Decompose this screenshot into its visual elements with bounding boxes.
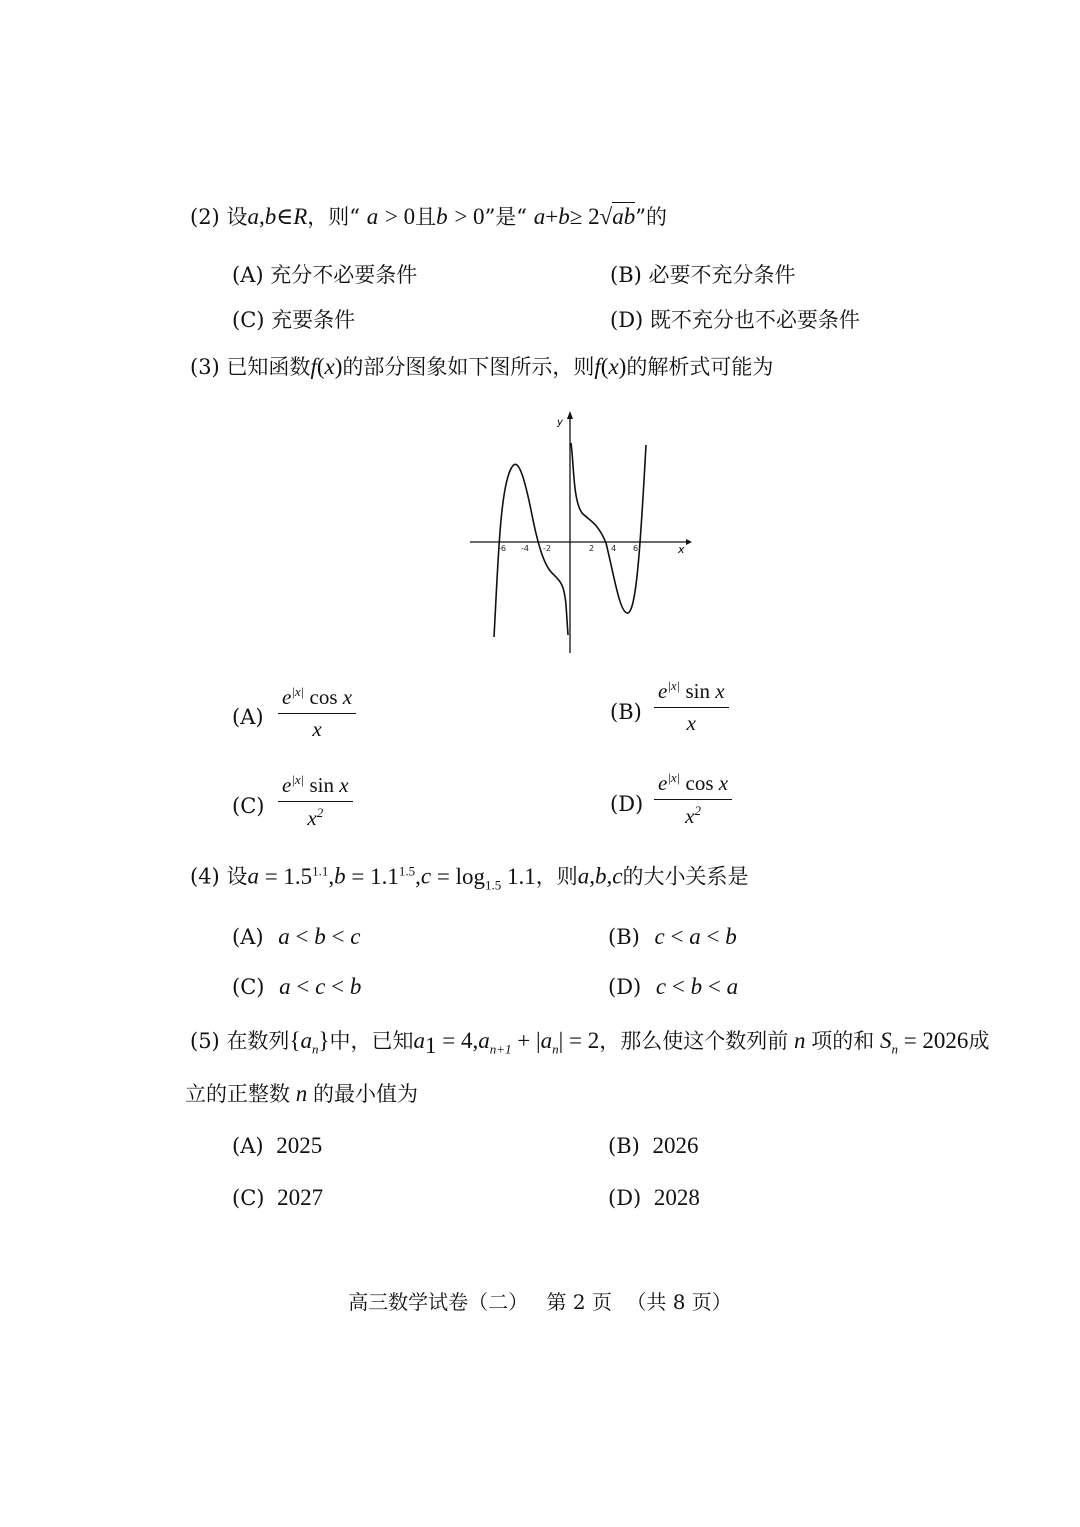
option-text: 2025 — [276, 1133, 323, 1158]
question-3-option-c[interactable] — [232, 794, 264, 818]
question-5-option-b[interactable] — [608, 1133, 699, 1159]
option-text: 2028 — [653, 1185, 700, 1210]
x-axis-arrow — [686, 539, 692, 545]
question-3-text-c: 的解析式可能为 — [626, 355, 774, 379]
question-2-option-a[interactable] — [232, 259, 417, 289]
option-label: (A) — [232, 705, 264, 729]
option-label: (C) — [232, 975, 265, 999]
option-label: (A) — [232, 1134, 264, 1158]
option-label: (C) — [232, 794, 265, 818]
option-label: (B) — [610, 700, 642, 724]
option-text: 充要条件 — [271, 308, 356, 332]
question-5-option-d[interactable] — [608, 1185, 700, 1211]
option-text: 必要不充分条件 — [648, 263, 796, 287]
tick-label-neg2: -2 — [543, 544, 551, 553]
question-2-stem: (2) 设a,b∈R，则“ a > 0且b > 0”是“ a+b≥ 2√ab”的 — [190, 204, 667, 229]
option-b-fraction: $\frac{e^{|x|} \sin x}{x}$ — [654, 678, 729, 736]
question-3-stem: (3) 已知函数f(x)的部分图象如下图所示，则f(x)的解析式可能为 — [190, 354, 774, 379]
footer-title: 高三数学试卷（二） — [348, 1290, 529, 1314]
option-a-fraction: $\frac{e^{|x|} \cos x}{x}$ — [278, 684, 356, 742]
question-4-text-b: ，则 — [535, 864, 578, 889]
option-label: (D) — [608, 1186, 642, 1210]
question-3-text-b: 的部分图象如下图所示，则 — [342, 355, 595, 379]
question-5-text-a: 在数列 — [226, 1029, 290, 1053]
question-3-option-b[interactable] — [610, 700, 642, 724]
question-5-option-c[interactable] — [232, 1185, 323, 1211]
option-label: (C) — [232, 1186, 265, 1210]
x-tick-labels — [498, 544, 638, 553]
question-2-text-a: 设 — [226, 205, 248, 229]
tick-label-6: 6 — [633, 544, 639, 553]
question-4-text-c: 的大小关系是 — [622, 864, 749, 889]
function-graph — [460, 405, 700, 660]
question-4-option-d[interactable]: (D) c < b < a — [608, 974, 739, 999]
question-2-text-d: ”是“ — [484, 205, 528, 229]
question-5-text-e: 成 — [968, 1029, 990, 1053]
curve-right-branch — [571, 443, 646, 613]
page-footer — [0, 1286, 1080, 1315]
option-text: 既不充分也不必要条件 — [649, 308, 860, 332]
question-5-line2-a: 立的正整数 — [185, 1082, 290, 1106]
option-text: 充分不必要条件 — [270, 263, 418, 287]
question-3-option-d[interactable] — [610, 792, 643, 816]
tick-label-2: 2 — [589, 544, 595, 553]
tick-label-4: 4 — [611, 544, 617, 553]
question-2-option-c[interactable] — [232, 304, 355, 334]
question-2-option-d[interactable] — [610, 304, 860, 334]
question-2-option-b[interactable] — [610, 259, 796, 289]
question-5-stem: (5) 在数列$\{a_n\}$中，已知$a_1 = 4,a_{n+1} + |a_n| = 2$，那么使这个数列前 n 项的和 $S_n = 2026$成 — [190, 1028, 990, 1059]
question-4-option-a[interactable]: (A) a < b < c — [232, 924, 361, 949]
question-3-option-a[interactable] — [232, 705, 264, 729]
option-label: (B) — [610, 263, 642, 287]
option-label: (B) — [608, 925, 640, 949]
question-2-text-c: 且 — [415, 205, 437, 229]
question-2-number: (2) — [190, 205, 220, 229]
question-5-text-d: 项的和 — [811, 1029, 875, 1053]
footer-page: 第 2 页 — [546, 1290, 612, 1314]
question-5-line2-b: 的最小值为 — [313, 1082, 418, 1106]
question-4-text-a: 设 — [226, 864, 248, 889]
option-label: (D) — [608, 975, 642, 999]
question-5-text-c: ，那么使这个数列前 — [599, 1029, 789, 1053]
question-3-text-a: 已知函数 — [226, 355, 311, 379]
footer-total: （共 8 页） — [626, 1290, 732, 1314]
question-4-stem: (4) 设$a = 1.5^{1.1},b = 1.1^{1.5},c = \log_{1.5} 1.1$，则a,b,c的大小关系是 — [190, 863, 749, 893]
x-axis-label: x — [678, 543, 685, 556]
question-4-option-c[interactable]: (C) a < c < b — [232, 974, 362, 999]
y-axis-arrow — [567, 411, 573, 419]
question-5-stem-line-2: 立的正整数 n 的最小值为 — [185, 1081, 418, 1106]
option-label: (C) — [232, 308, 265, 332]
question-4-number: (4) — [190, 864, 220, 889]
option-d-fraction: $\frac{e^{|x|} \cos x}{x^2}$ — [654, 770, 732, 829]
y-axis-label: y — [557, 417, 563, 428]
question-5-text-b: 中，已知 — [329, 1029, 414, 1053]
option-label: (A) — [232, 263, 264, 287]
question-4-option-b[interactable]: (B) c < a < b — [608, 924, 737, 949]
question-5-number: (5) — [190, 1029, 220, 1053]
option-text: 2026 — [652, 1133, 699, 1158]
option-c-fraction: $\frac{e^{|x|} \sin x}{x^2}$ — [278, 772, 353, 831]
question-5-option-a[interactable] — [232, 1133, 322, 1159]
tick-label-neg4: -4 — [521, 544, 529, 553]
question-3-number: (3) — [190, 355, 220, 379]
option-label: (D) — [610, 792, 644, 816]
question-2-text-b: ，则“ — [307, 205, 361, 229]
option-label: (D) — [610, 308, 644, 332]
tick-label-neg6: -6 — [498, 544, 506, 553]
option-label: (A) — [232, 925, 264, 949]
option-label: (B) — [608, 1134, 640, 1158]
question-2-text-e: ”的 — [635, 205, 667, 229]
option-text: 2027 — [277, 1185, 324, 1210]
